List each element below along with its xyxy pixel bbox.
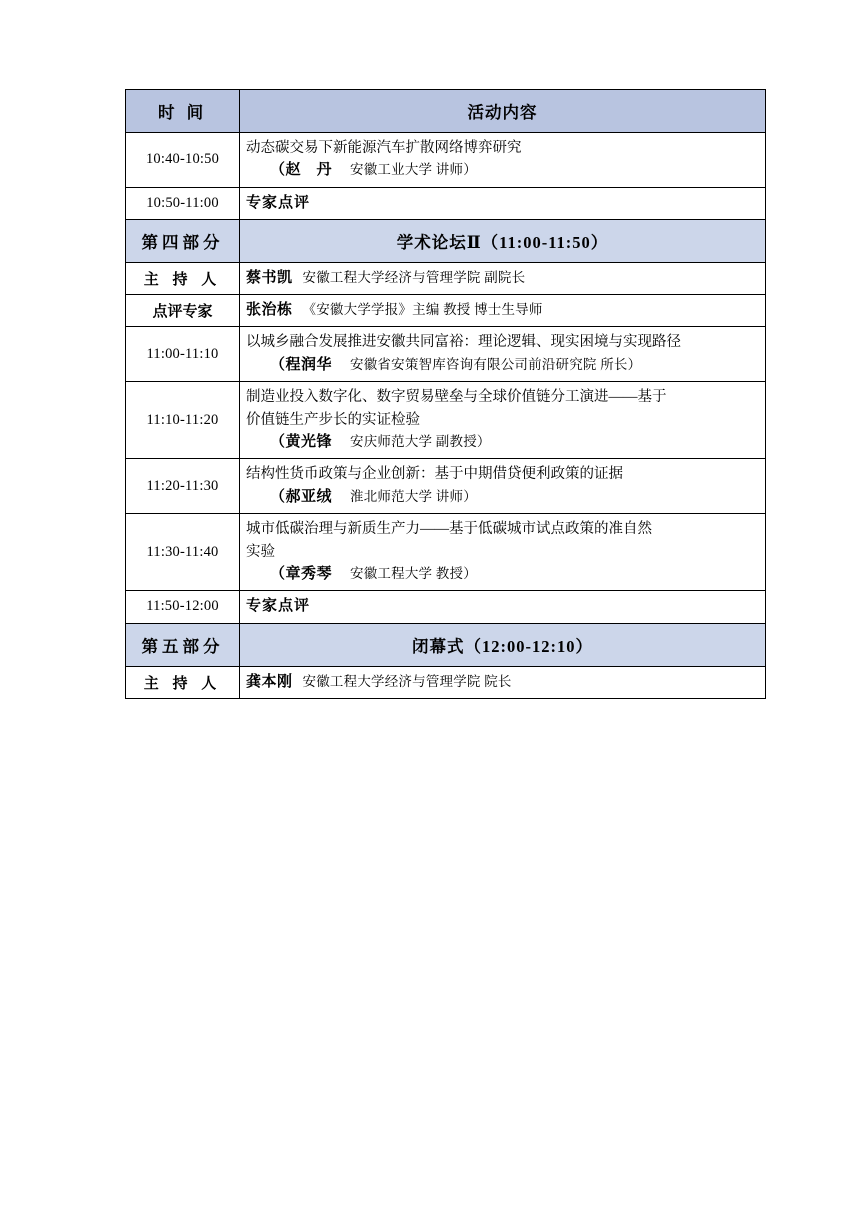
session-speaker-line	[246, 486, 759, 509]
section-title: 闭幕式（12:00-12:10）	[240, 623, 766, 666]
role-label: 点评专家	[126, 295, 240, 327]
person-name: 蔡书凯	[246, 269, 293, 286]
row-content	[240, 295, 766, 327]
row-content	[240, 382, 766, 459]
row-content	[240, 187, 766, 219]
section-number: 第五部分	[126, 623, 240, 666]
session-speaker-line	[246, 563, 759, 586]
role-label: 主 持 人	[126, 666, 240, 698]
agenda-table	[125, 89, 766, 699]
session-title: 结构性货币政策与企业创新：基于中期借贷便利政策的证据	[246, 466, 623, 483]
session-title-cont: 价值链生产步长的实证检验	[246, 411, 420, 428]
session-title: 城市低碳治理与新质生产力——基于低碳城市试点政策的准自然	[246, 521, 652, 538]
section-number: 第四部分	[126, 219, 240, 262]
person-affiliation: 安徽工程大学经济与管理学院 院长	[302, 673, 512, 689]
speaker-name: （程润华	[270, 356, 333, 373]
session-speaker-line	[246, 159, 759, 182]
table-row	[126, 591, 766, 623]
table-row	[126, 382, 766, 459]
speaker-affiliation: 安庆师范大学 副教授）	[350, 434, 491, 450]
row-content	[240, 327, 766, 382]
session-title: 动态碳交易下新能源汽车扩散网络博弈研究	[246, 140, 522, 156]
person-name: 张治栋	[246, 302, 293, 319]
row-content	[240, 514, 766, 591]
session-title-cont: 实验	[246, 543, 275, 560]
header-time: 时 间	[126, 90, 240, 133]
section-band-row	[126, 219, 766, 262]
speaker-name: （黄光锋	[270, 434, 333, 451]
row-content	[240, 666, 766, 698]
table-header-row	[126, 90, 766, 133]
row-time: 11:30-11:40	[126, 514, 240, 591]
row-time: 11:50-12:00	[126, 591, 240, 623]
speaker-affiliation: 淮北师范大学 讲师）	[350, 488, 477, 504]
table-row	[126, 514, 766, 591]
comment-label: 专家点评	[246, 194, 311, 211]
row-content	[240, 262, 766, 294]
role-label: 主 持 人	[126, 262, 240, 294]
comment-label: 专家点评	[246, 598, 311, 615]
table-row	[126, 133, 766, 188]
session-title: 制造业投入数字化、数字贸易壁垒与全球价值链分工演进——基于	[246, 389, 667, 406]
speaker-name: （赵 丹	[270, 162, 333, 179]
session-speaker-line	[246, 431, 759, 454]
speaker-name: （章秀琴	[270, 566, 333, 583]
section-band-row	[126, 623, 766, 666]
table-row	[126, 295, 766, 327]
row-time: 11:10-11:20	[126, 382, 240, 459]
row-content	[240, 591, 766, 623]
table-row	[126, 327, 766, 382]
speaker-affiliation: 安徽工业大学 讲师）	[350, 162, 477, 178]
table-row	[126, 187, 766, 219]
speaker-affiliation: 安徽工程大学 教授）	[350, 566, 477, 582]
person-affiliation: 安徽工程大学经济与管理学院 副院长	[302, 269, 526, 285]
row-content	[240, 459, 766, 514]
row-time: 10:40-10:50	[126, 133, 240, 188]
speaker-affiliation: 安徽省安策智库咨询有限公司前沿研究院 所长）	[350, 356, 642, 372]
table-row	[126, 459, 766, 514]
row-time: 11:00-11:10	[126, 327, 240, 382]
session-title: 以城乡融合发展推进安徽共同富裕：理论逻辑、现实困境与实现路径	[246, 334, 681, 351]
person-name: 龚本刚	[246, 673, 293, 690]
table-row	[126, 666, 766, 698]
table-row	[126, 262, 766, 294]
header-content: 活动内容	[240, 90, 766, 133]
row-time: 10:50-11:00	[126, 187, 240, 219]
section-title: 学术论坛Ⅱ（11:00-11:50）	[240, 219, 766, 262]
row-content	[240, 133, 766, 188]
speaker-name: （郝亚绒	[270, 488, 333, 505]
row-time: 11:20-11:30	[126, 459, 240, 514]
session-speaker-line	[246, 354, 759, 377]
person-affiliation: 《安徽大学学报》主编 教授 博士生导师	[302, 302, 543, 318]
